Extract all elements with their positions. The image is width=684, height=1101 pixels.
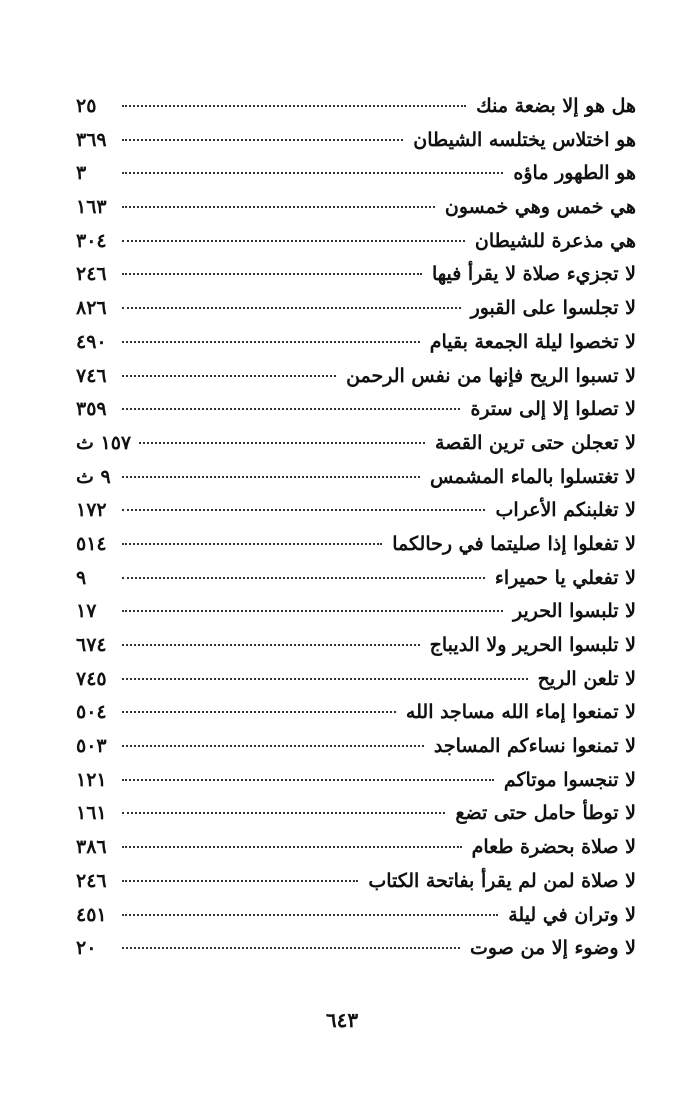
entry-page-number: ١٥٧ ث xyxy=(76,431,132,454)
entry-text: لا تفعلي يا حميراء xyxy=(494,566,636,589)
index-entry xyxy=(76,899,636,933)
entry-page-number: ٥١٤ xyxy=(76,532,107,555)
entry-text: لا تلبسوا الحرير ولا الديباج xyxy=(429,634,636,656)
index-entry xyxy=(76,157,636,191)
index-entry xyxy=(76,90,636,124)
dot-leader xyxy=(122,341,420,343)
index-entry xyxy=(76,595,636,629)
entry-text: لا تعجلن حتى ترين القصة xyxy=(435,431,636,454)
index-entry xyxy=(76,326,636,360)
entry-text: لا توطأ حامل حتى تضع xyxy=(455,802,636,825)
dot-leader xyxy=(122,812,445,814)
entry-text: لا تسبوا الريح فإنها من نفس الرحمن xyxy=(346,364,636,387)
entry-page-number: ٧٤٦ xyxy=(76,364,107,387)
entry-page-number: ٤٥١ xyxy=(76,903,107,926)
index-entry xyxy=(76,225,636,259)
dot-leader xyxy=(122,206,435,208)
entry-page-number: ٦٧٤ xyxy=(76,634,107,656)
dot-leader xyxy=(139,442,425,444)
entry-text: لا تمنعوا نساءكم المساجد xyxy=(433,735,636,758)
index-entry xyxy=(76,696,636,730)
entry-page-number: ٣٠٤ xyxy=(76,229,107,252)
hadith-index-list xyxy=(76,90,636,966)
entry-text: لا صلاة لمن لم يقرأ بفاتحة الكتاب xyxy=(368,869,636,892)
entry-page-number: ٤٩٠ xyxy=(76,330,107,353)
entry-text: لا وضوء إلا من صوت xyxy=(470,937,636,960)
index-entry xyxy=(76,461,636,495)
dot-leader xyxy=(122,375,336,377)
dot-leader xyxy=(122,678,528,680)
dot-leader xyxy=(122,273,422,275)
dot-leader xyxy=(122,711,396,713)
dot-leader xyxy=(122,139,403,141)
entry-page-number: ١٢١ xyxy=(76,768,107,791)
index-entry xyxy=(76,393,636,427)
index-entry xyxy=(76,831,636,865)
index-entry xyxy=(76,629,636,663)
entry-text: لا تصلوا إلا إلى سترة xyxy=(470,398,636,421)
dot-leader xyxy=(122,914,498,916)
index-entry xyxy=(76,360,636,394)
dot-leader xyxy=(122,509,485,511)
dot-leader xyxy=(122,947,460,949)
entry-page-number: ١٧٢ xyxy=(76,499,107,522)
entry-page-number: ٢٤٦ xyxy=(76,869,107,892)
entry-page-number: ٣٥٩ xyxy=(76,398,107,421)
dot-leader xyxy=(122,745,424,747)
dot-leader xyxy=(122,240,465,242)
entry-page-number: ٣٨٦ xyxy=(76,836,107,859)
entry-page-number: ٢٠ xyxy=(76,937,97,960)
index-entry xyxy=(76,292,636,326)
entry-page-number: ٩ xyxy=(76,566,87,589)
entry-text: لا تنجسوا موتاكم xyxy=(503,768,636,791)
entry-text: لا تغلبنكم الأعراب xyxy=(495,499,636,522)
index-entry xyxy=(76,494,636,528)
entry-page-number: ١٧ xyxy=(76,600,97,623)
entry-text: لا تفعلوا إذا صليتما في رحالكما xyxy=(392,532,636,555)
entry-page-number: ٥٠٤ xyxy=(76,701,107,724)
index-entry xyxy=(76,191,636,225)
index-entry xyxy=(76,865,636,899)
dot-leader xyxy=(122,476,420,478)
dot-leader xyxy=(122,408,460,410)
dot-leader xyxy=(122,779,494,781)
dot-leader xyxy=(122,846,462,848)
entry-page-number: ٥٠٣ xyxy=(76,735,107,758)
entry-text: هو الطهور ماؤه xyxy=(513,162,636,185)
index-entry xyxy=(76,528,636,562)
entry-text: هي خمس وهي خمسون xyxy=(444,196,636,219)
entry-text: لا تجزيء صلاة لا يقرأ فيها xyxy=(431,263,636,286)
dot-leader xyxy=(122,172,503,174)
index-entry xyxy=(76,258,636,292)
page-number: ٦٤٣ xyxy=(325,1008,359,1032)
dot-leader xyxy=(122,610,503,612)
entry-page-number: ١٦١ xyxy=(76,802,107,825)
index-entry xyxy=(76,764,636,798)
dot-leader xyxy=(122,307,461,309)
dot-leader xyxy=(122,880,358,882)
entry-page-number: ٣٦٩ xyxy=(76,128,107,151)
entry-text: لا تجلسوا على القبور xyxy=(470,297,636,320)
entry-page-number: ٢٥ xyxy=(76,95,97,117)
entry-text: لا صلاة بحضرة طعام xyxy=(471,836,636,859)
entry-page-number: ٧٤٥ xyxy=(76,667,107,690)
entry-text: لا تلعن الريح xyxy=(537,667,636,690)
entry-text: هل هو إلا بضعة منك xyxy=(476,95,636,117)
entry-text: لا تغتسلوا بالماء المشمس xyxy=(430,465,636,488)
entry-text: هي مذعرة للشيطان xyxy=(474,229,636,252)
entry-text: لا وتران في ليلة xyxy=(508,903,636,926)
entry-page-number: ٣ xyxy=(76,162,87,185)
entry-page-number: ١٦٣ xyxy=(76,196,107,219)
dot-leader xyxy=(122,577,485,579)
index-entry xyxy=(76,427,636,461)
entry-text: لا تمنعوا إماء الله مساجد الله xyxy=(405,701,636,724)
entry-text: لا تخصوا ليلة الجمعة بقيام xyxy=(429,330,636,353)
index-entry xyxy=(76,730,636,764)
entry-page-number: ٩ ث xyxy=(76,465,111,488)
entry-page-number: ٢٤٦ xyxy=(76,263,107,286)
index-entry xyxy=(76,797,636,831)
index-entry xyxy=(76,663,636,697)
entry-page-number: ٨٢٦ xyxy=(76,297,107,320)
dot-leader xyxy=(122,543,382,545)
index-entry xyxy=(76,932,636,966)
entry-text: هو اختلاس يختلسه الشيطان xyxy=(413,128,636,151)
index-entry xyxy=(76,124,636,158)
entry-text: لا تلبسوا الحرير xyxy=(512,600,636,623)
dot-leader xyxy=(122,105,466,107)
index-entry xyxy=(76,562,636,596)
dot-leader xyxy=(122,644,420,646)
